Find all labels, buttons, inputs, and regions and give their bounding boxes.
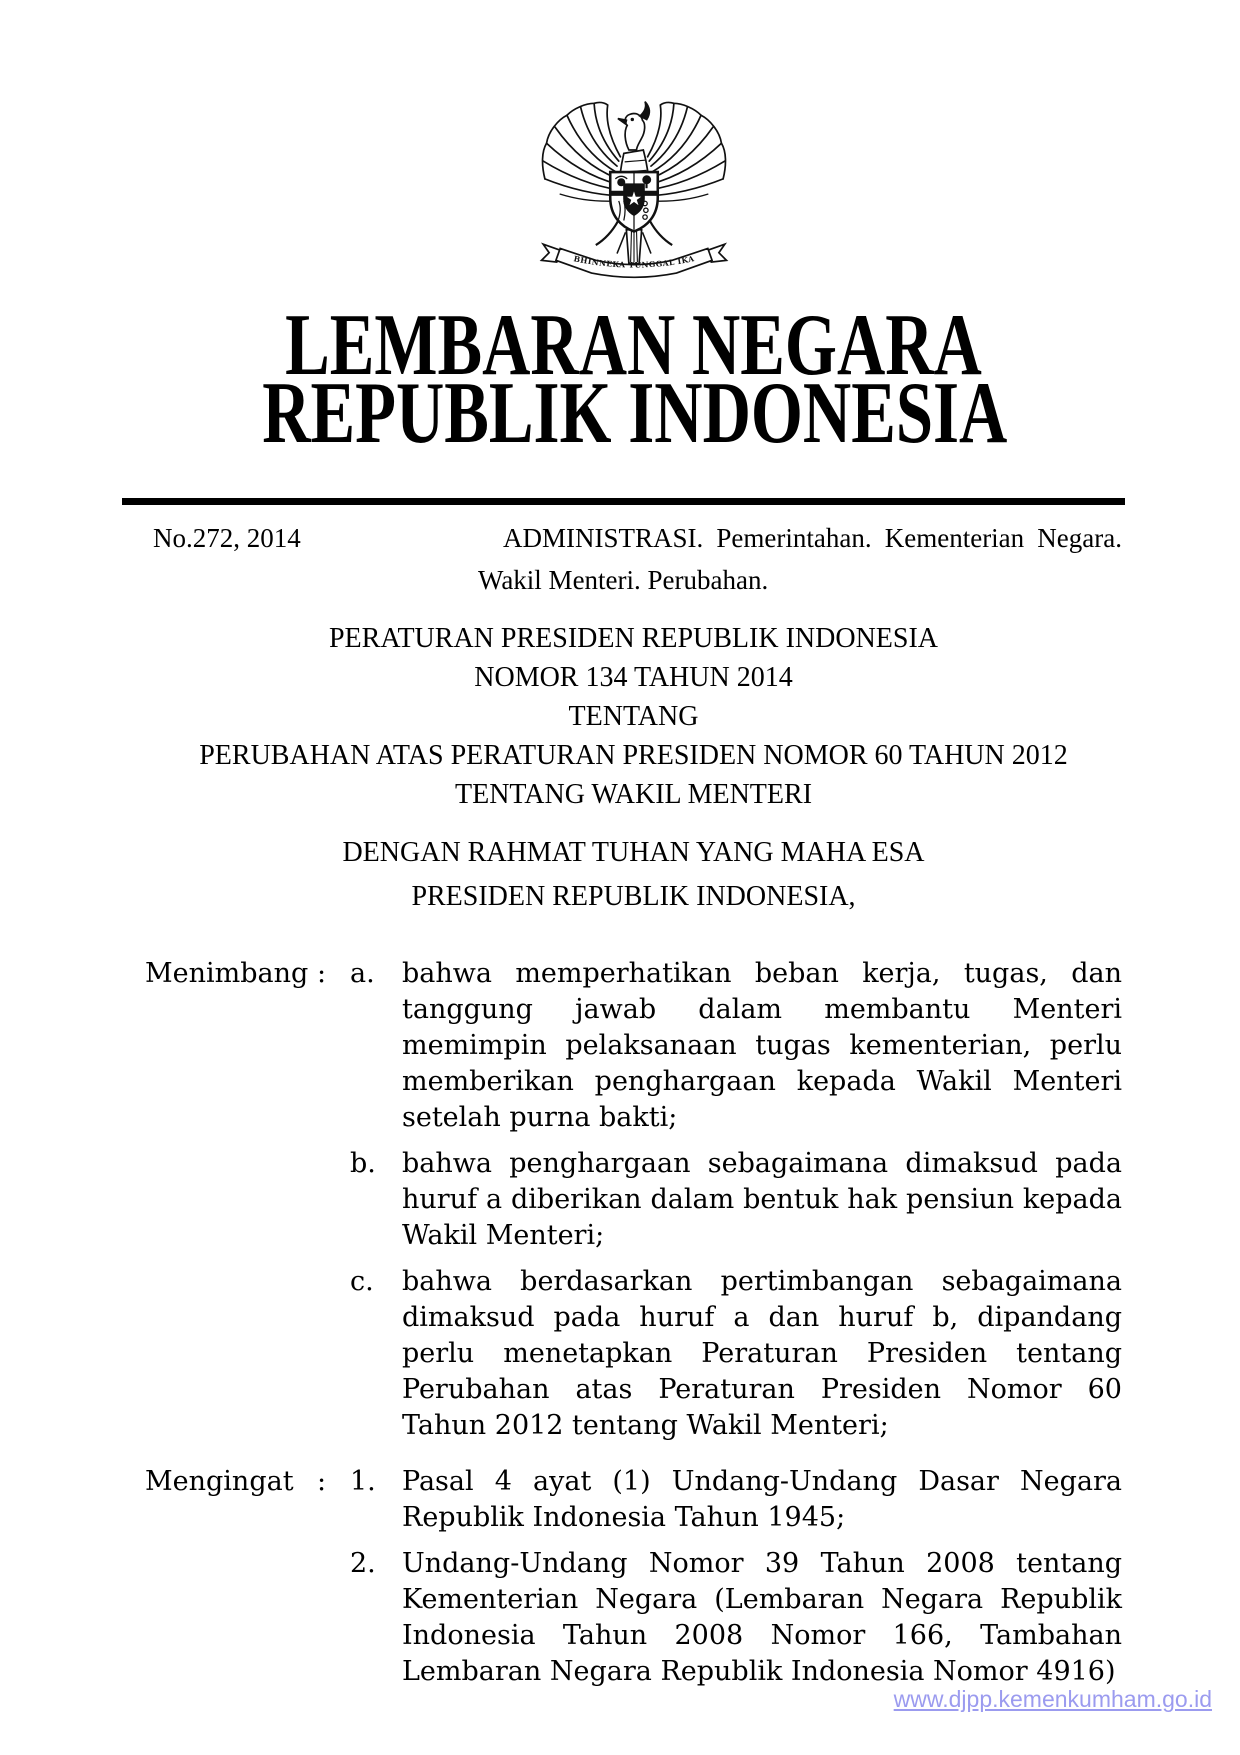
menimbang-item-b [145,1146,1122,1254]
item-text: bahwa memperhatikan beban kerja, tugas, dan tanggung jawab dalam membantu Menteri memimpin pelaksanaan tugas kementerian, perlu memberikan penghargaan kepada Wakil Menteri setelah purna bakti; [402,958,1122,1133]
menimbang-label: Menimbang [145,958,309,989]
item-marker: 2. [350,1548,376,1579]
masthead-rule [122,498,1125,505]
mengingat-item-2 [145,1546,1122,1690]
menimbang-item-a [145,956,1122,1136]
item-text: bahwa penghargaan sebagaimana dimaksud pada huruf a diberikan dalam bentuk hak pensiun kepada Wakil Menteri; [402,1148,1122,1251]
regulation-subject: PERUBAHAN ATAS PERATURAN PRESIDEN NOMOR 60 TAHUN 2012 TENTANG WAKIL MENTERI [199,740,1068,810]
garuda-pancasila-emblem [536,94,732,296]
item-text: Undang-Undang Nomor 39 Tahun 2008 tentang Kementerian Negara (Lembaran Negara Republik Indonesia Tahun 2008 Nomor 166, Tambahan Lembaran Negara Republik Indonesia Nomor 4916) [402,1548,1122,1687]
star-icon: ★ [625,189,642,211]
masthead-title-line1: LEMBARAN NEGARA [285,297,982,394]
item-marker: a. [350,958,375,989]
subject-line: ADMINISTRASI. Pemerintahan. Kementerian Negara. Wakil Menteri. Perubahan. [478,523,1122,595]
masthead-info-row [145,517,1122,601]
issue-number: No.272, 2014 [153,523,301,553]
item-text: Pasal 4 ayat (1) Undang-Undang Dasar Negara Republik Indonesia Tahun 1945; [402,1466,1122,1533]
regulation-number: NOMOR 134 TAHUN 2014 [474,662,793,693]
mengingat-item-1 [145,1464,1122,1536]
item-text: bahwa berdasarkan pertimbangan sebagaimana dimaksud pada huruf a dan huruf b, dipandang perlu menetapkan Peraturan Presiden tentang Perubahan atas Peraturan Presiden Nomor 60 Tahun 2012 tentang Wakil Menteri; [402,1266,1122,1441]
document-headings [145,619,1122,916]
menimbang-colon: : [317,958,327,989]
menimbang-item-c [145,1264,1122,1444]
item-marker: c. [350,1266,374,1297]
emblem-container [145,94,1122,300]
item-marker: b. [350,1148,376,1179]
masthead-title [262,297,1008,462]
regulation-title: PERATURAN PRESIDEN REPUBLIK INDONESIA [328,623,939,654]
preamble-clauses [145,956,1122,1690]
menimbang-section [145,956,1122,1444]
masthead-title-line2: REPUBLIK INDONESIA [262,365,1008,462]
item-marker: 1. [350,1466,376,1497]
mengingat-colon: : [317,1466,327,1497]
invocation-line: DENGAN RAHMAT TUHAN YANG MAHA ESA [342,837,925,868]
emblem-motto: BHINNEKA TUNGGAL IKA [572,254,695,270]
mengingat-section [145,1464,1122,1690]
footer-link[interactable]: www.djpp.kemenkumham.go.id [893,1686,1212,1712]
tentang-label: TENTANG [568,701,699,732]
mengingat-label: Mengingat [145,1466,294,1497]
authority-line: PRESIDEN REPUBLIK INDONESIA, [411,881,856,912]
